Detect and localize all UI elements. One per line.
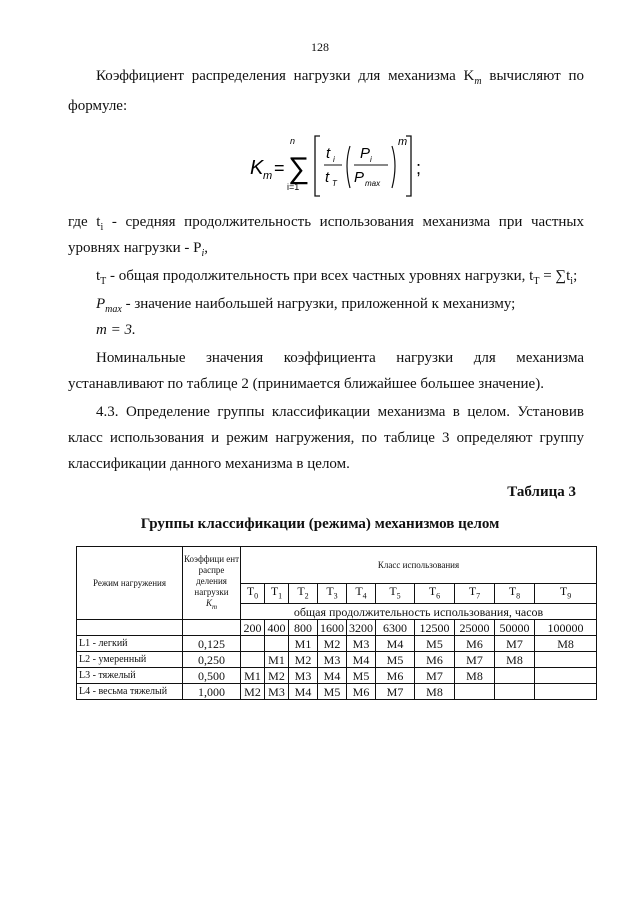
duration-cell: 50000	[495, 620, 535, 636]
km-cell: 0,125	[183, 636, 241, 652]
group-cell: M1	[241, 668, 265, 684]
formula-eq: =	[274, 158, 285, 178]
class-cell: $T_9$	[535, 584, 597, 604]
group-cell: M4	[376, 636, 415, 652]
header-row-durations	[77, 620, 597, 636]
para43-line3: классификации данного механизма в целом.	[68, 456, 350, 472]
intro-line-1: Коэффициент распределения нагрузки для механизма $K_m$ вычисляют по	[96, 68, 584, 87]
formula-lhs-sub: m	[263, 170, 273, 182]
duration-cell: 12500	[415, 620, 455, 636]
nominal-line2: устанавливают по таблице 2 (принимается ближайшее большее значение).	[68, 376, 544, 392]
group-cell	[495, 684, 535, 700]
p-num-sub: i	[370, 155, 372, 164]
duration-header: общая продолжительность использования, часов	[241, 604, 597, 620]
para43-line1: 4.3. Определение группы классификации механизма в целом. Установив	[96, 404, 584, 420]
group-cell: M6	[415, 652, 455, 668]
group-cell: M2	[265, 668, 289, 684]
duration-cell: 1600	[318, 620, 347, 636]
class-cell: $T_5$	[376, 584, 415, 604]
group-cell: M7	[495, 636, 535, 652]
duration-cell: 100000	[535, 620, 597, 636]
empty-cell	[77, 620, 183, 636]
group-cell: M7	[455, 652, 495, 668]
left-paren	[347, 146, 350, 188]
group-cell	[241, 652, 265, 668]
group-cell	[495, 668, 535, 684]
class-header: Класс использования	[241, 547, 597, 584]
table-label: Таблица 3	[507, 484, 576, 500]
table-row	[77, 636, 597, 652]
paren-exp: m	[398, 136, 408, 148]
group-cell	[455, 684, 495, 700]
left-bracket	[315, 136, 320, 196]
group-cell	[535, 684, 597, 700]
group-cell: M8	[455, 668, 495, 684]
group-cell: M6	[347, 684, 376, 700]
para43-line2: класс использования и режим нагружения, по таблице 3 определяют группу	[68, 430, 584, 446]
group-cell: M5	[376, 652, 415, 668]
def-tt: $t_T$ - общая продолжительность при всех частных уровнях нагрузки, $t_T = \sum t_i$;	[96, 268, 578, 287]
km-cell: 0,250	[183, 652, 241, 668]
col-km-header: Коэффици ент распре деления нагрузки $K_m$	[183, 547, 241, 620]
group-cell: M1	[265, 652, 289, 668]
def-ti-line2: уровнях нагрузки - $P_i$,	[68, 240, 209, 259]
class-cell: $T_4$	[347, 584, 376, 604]
group-cell: M8	[495, 652, 535, 668]
duration-cell: 6300	[376, 620, 415, 636]
group-cell: M3	[347, 636, 376, 652]
class-cell: $T_7$	[455, 584, 495, 604]
nominal-line1: Номинальные значения коэффициента нагрузки для механизма	[96, 350, 584, 366]
group-cell	[265, 636, 289, 652]
duration-cell: 3200	[347, 620, 376, 636]
group-cell: M5	[318, 684, 347, 700]
mode-cell: L3 - тяжелый	[77, 668, 183, 684]
group-cell: M4	[347, 652, 376, 668]
group-cell: M5	[415, 636, 455, 652]
col-mode-header: Режим нагружения	[77, 547, 183, 620]
duration-cell: 400	[265, 620, 289, 636]
sum-bottom: i=1	[287, 182, 300, 192]
group-cell: M8	[415, 684, 455, 700]
group-cell: M3	[318, 652, 347, 668]
group-cell: M6	[455, 636, 495, 652]
group-cell: M3	[289, 668, 318, 684]
duration-cell: 25000	[455, 620, 495, 636]
p-num: P	[360, 145, 371, 162]
t-den: t	[325, 169, 330, 186]
class-cell: $T_1$	[265, 584, 289, 604]
p-den-sub: max	[365, 179, 381, 188]
group-cell: M7	[415, 668, 455, 684]
sum-sign: ∑	[288, 152, 310, 185]
empty-cell	[183, 620, 241, 636]
classification-table	[76, 546, 597, 700]
group-cell: M1	[289, 636, 318, 652]
table-row	[77, 668, 597, 684]
def-m: m = 3.	[96, 322, 136, 338]
formula-end: ;	[416, 158, 422, 178]
def-ti-line1: где $t_i$ - средняя продолжительность использования механизма при частных	[68, 214, 584, 233]
class-cell: $T_2$	[289, 584, 318, 604]
intro-line-2: формуле:	[68, 98, 128, 114]
duration-cell: 800	[289, 620, 318, 636]
page-number: 128	[311, 40, 329, 54]
duration-cell: 200	[241, 620, 265, 636]
group-cell: M4	[318, 668, 347, 684]
p-den: P	[354, 169, 365, 186]
group-cell: M6	[376, 668, 415, 684]
km-cell: 0,500	[183, 668, 241, 684]
group-cell: M4	[289, 684, 318, 700]
group-cell: M2	[241, 684, 265, 700]
class-cell: $T_6$	[415, 584, 455, 604]
class-cell: $T_0$	[241, 584, 265, 604]
group-cell	[535, 668, 597, 684]
group-cell: M5	[347, 668, 376, 684]
t-num-sub: i	[333, 155, 335, 164]
group-cell: M7	[376, 684, 415, 700]
t-num: t	[326, 145, 331, 162]
group-cell: M8	[535, 636, 597, 652]
group-cell: M2	[289, 652, 318, 668]
sum-top: n	[290, 136, 296, 146]
formula-lhs: K	[250, 157, 264, 179]
header-row-1	[77, 547, 597, 584]
group-cell	[241, 636, 265, 652]
group-cell	[535, 652, 597, 668]
table-row	[77, 652, 597, 668]
formula-km	[250, 132, 440, 202]
class-cell: $T_3$	[318, 584, 347, 604]
table-title: Группы классификации (режима) механизмов целом	[140, 516, 500, 532]
mode-cell: L1 - легкий	[77, 636, 183, 652]
group-cell: M2	[318, 636, 347, 652]
table-row	[77, 684, 597, 700]
mode-cell: L4 - весьма тяжелый	[77, 684, 183, 700]
def-pmax: $P_{max}$ - значение наибольшей нагрузки, приложенной к механизму;	[96, 296, 516, 315]
group-cell: M3	[265, 684, 289, 700]
right-paren	[392, 146, 395, 188]
km-cell: 1,000	[183, 684, 241, 700]
class-cell: $T_8$	[495, 584, 535, 604]
t-den-sub: T	[332, 179, 337, 188]
mode-cell: L2 - умеренный	[77, 652, 183, 668]
